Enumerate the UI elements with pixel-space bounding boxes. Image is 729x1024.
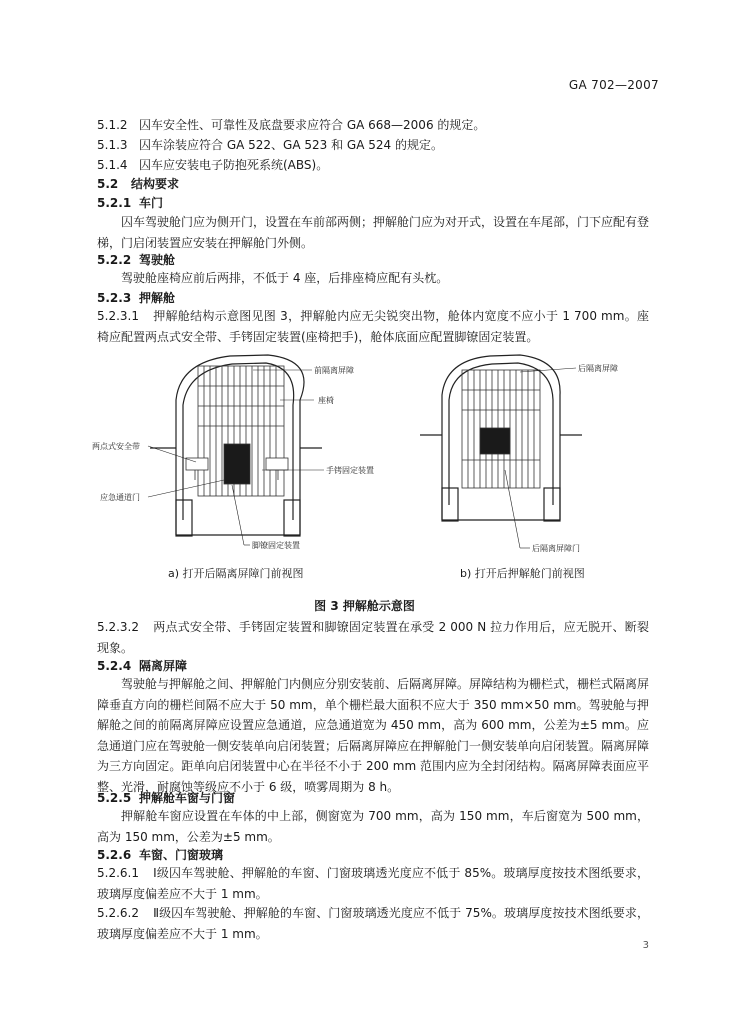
section-number: 5.2.4 <box>97 659 132 673</box>
section-5-2-6-heading <box>97 846 657 864</box>
clause-text: Ⅱ级囚车驾驶舱、押解舱的车窗、门窗玻璃透光度应不低于 75%。玻璃厚度按技术图纸要求，玻璃厚度偏差应不大于 1 mm。 <box>97 906 649 941</box>
section-5-2-5-heading <box>97 789 657 807</box>
label-shackle: 脚镣固定装置 <box>252 541 300 550</box>
section-title: 结构要求 <box>131 177 180 191</box>
label-seatbelt: 两点式安全带 <box>92 442 140 451</box>
section-number: 5.2 <box>97 177 119 191</box>
clause-5-1-2 <box>97 116 657 134</box>
section-5-2-6-2-body <box>97 903 649 944</box>
section-5-2-2-heading <box>97 251 657 269</box>
label-emergency-door: 应急通道门 <box>100 493 140 502</box>
subcaption-b: b) 打开后押解舱门前视图 <box>460 567 585 580</box>
label-rear-screen: 后隔离屏障 <box>578 364 618 373</box>
clause-text: 囚车涂装应符合 GA 522、GA 523 和 GA 524 的规定。 <box>139 138 443 152</box>
section-5-2-1-body: 囚车驾驶舱门应为侧开门，设置在车前部两侧；押解舱门应为对开式，设置在车尾部，门下应配有登梯，门启闭装置应安装在押解舱门外侧。 <box>97 215 650 250</box>
section-number: 5.2.5 <box>97 791 132 805</box>
clause-5-1-4 <box>97 156 657 174</box>
section-5-2-3-2-body <box>97 617 649 658</box>
section-5-2-3-heading <box>97 289 657 307</box>
clause-number: 5.2.6.2 <box>97 906 139 920</box>
clause-number: 5.1.3 <box>97 138 128 152</box>
section-title: 驾驶舱 <box>139 253 176 267</box>
section-5-2-6-1-body <box>97 863 649 904</box>
clause-5-1-3 <box>97 136 657 154</box>
clause-text: 囚车安全性、可靠性及底盘要求应符合 GA 668—2006 的规定。 <box>139 118 486 132</box>
clause-text: 两点式安全带、手铐固定装置和脚镣固定装置在承受 2 000 N 拉力作用后，应无脱开、断裂现象。 <box>97 620 649 655</box>
section-5-2-1-heading <box>97 194 657 212</box>
figure-caption: 图 3 押解舱示意图 <box>314 599 415 613</box>
label-handcuff: 手铐固定装置 <box>326 466 374 475</box>
section-number: 5.2.2 <box>97 253 132 267</box>
section-number: 5.2.6 <box>97 848 132 862</box>
section-number: 5.2.1 <box>97 196 132 210</box>
van-b-grille <box>462 370 540 488</box>
section-5-2-heading <box>97 175 657 193</box>
section-title: 押解舱 <box>139 291 176 305</box>
clause-number: 5.2.3.2 <box>97 620 139 634</box>
subcaption-a: a) 打开后隔离屏障门前视图 <box>168 567 304 580</box>
section-5-2-4-body: 驾驶舱与押解舱之间、押解舱门内侧应分别安装前、后隔离屏障。屏障结构为栅栏式，栅栏式隔离屏障垂直方向的栅栏间隔不应大于 50 mm，单个栅栏最大面积不应大于 350 mm×50 mm。驾驶舱与押解舱之间的前隔离屏障应设置应急通道，应急通道宽为 450 mm，高为 600 mm，公差为±5 mm。应急通道门应在驾驶舱一侧安装单向启闭装置；后隔离屏障应在押解舱门一侧安装单向启闭装置。隔离屏障为三方向固定。距单向启闭装置中心在半径不小于 200 mm 范围内应为全封闭结构。隔离屏障表面应平整、光滑，耐腐蚀等级应不小于 6 级，喷雾周期为 8 h。 <box>97 677 650 794</box>
label-rear-screen-door: 后隔离屏障门 <box>532 544 580 553</box>
section-5-2-4-heading <box>97 657 657 675</box>
clause-number: 5.1.4 <box>97 158 128 172</box>
section-5-2-5-body: 押解舱车窗应设置在车体的中上部，侧窗宽为 700 mm，高为 150 mm，车后窗宽为 500 mm，高为 150 mm，公差为±5 mm。 <box>97 809 649 844</box>
label-seat: 座椅 <box>318 396 334 405</box>
section-title: 押解舱车窗与门窗 <box>139 791 236 805</box>
standard-number: GA 702—2007 <box>568 78 659 92</box>
section-number: 5.2.3 <box>97 291 132 305</box>
label-front-screen: 前隔离屏障 <box>314 366 354 375</box>
clause-number: 5.1.2 <box>97 118 128 132</box>
clause-number: 5.2.3.1 <box>97 309 139 323</box>
clause-number: 5.2.6.1 <box>97 866 139 880</box>
clause-text: 押解舱结构示意图见图 3，押解舱内应无尖锐突出物，舱体内宽度不应小于 1 700 mm。座椅应配置两点式安全带、手铐固定装置(座椅把手)，舱体底面应配置脚镣固定装置。 <box>97 309 649 344</box>
clause-text: 囚车应安装电子防抱死系统(ABS)。 <box>139 158 329 172</box>
figure-3-diagram <box>0 345 729 615</box>
section-title: 车门 <box>139 196 164 210</box>
section-5-2-2-body: 驾驶舱座椅应前后两排，不低于 4 座，后排座椅应配有头枕。 <box>121 271 449 285</box>
section-title: 隔离屏障 <box>139 659 188 673</box>
clause-text: Ⅰ级囚车驾驶舱、押解舱的车窗、门窗玻璃透光度应不低于 85%。玻璃厚度按技术图纸要求，玻璃厚度偏差应不大于 1 mm。 <box>97 866 649 901</box>
page-number: 3 <box>642 940 649 951</box>
van-a-grille <box>186 366 288 496</box>
section-5-2-3-1-body <box>97 306 649 347</box>
section-title: 车窗、门窗玻璃 <box>139 848 224 862</box>
